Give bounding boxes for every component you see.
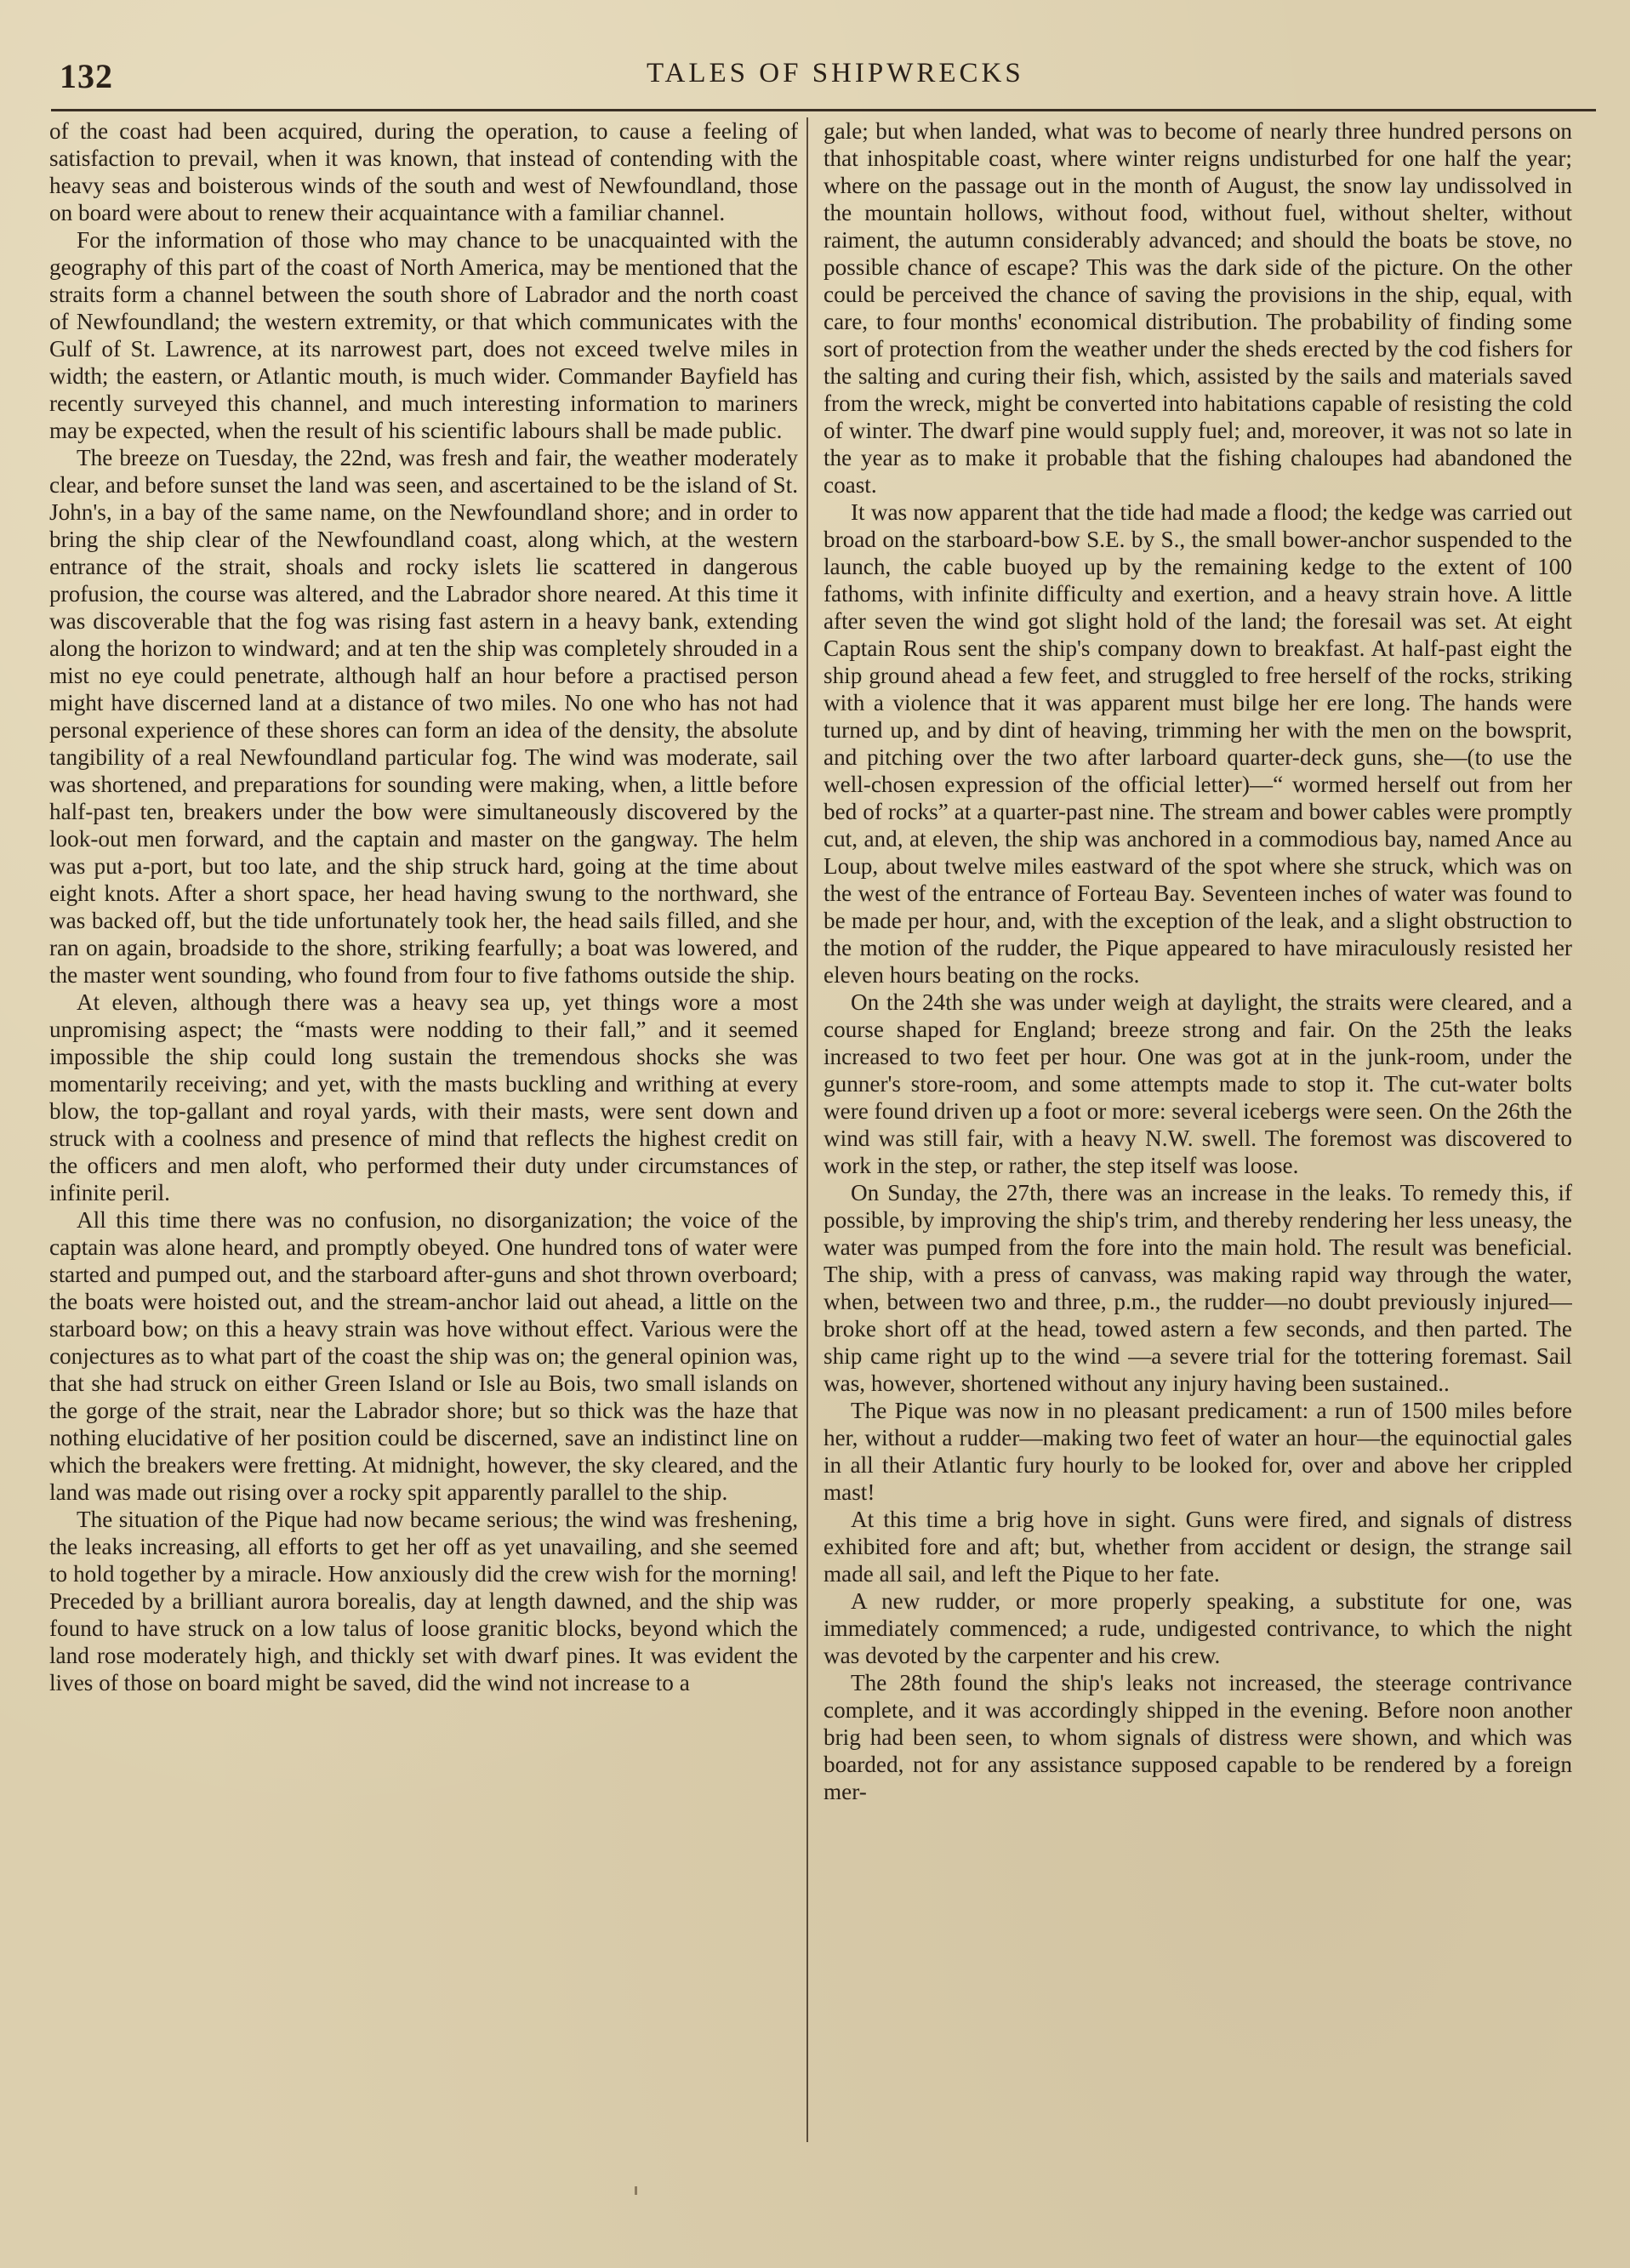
right-column [824, 117, 1572, 2142]
paragraph: On the 24th she was under weigh at daylight, the straits were cleared, and a course shaped for England; breeze strong and fair. On the 25th the leaks increased to two feet per hour. One was got at in the junk-room, under the gunner's store-room, and some attempts made to stop it. The cut-water bolts were found driven up a foot or more: several icebergs were seen. On the 26th the wind was still fair, with a heavy N.W. swell. The foremost was discovered to work in the step, or rather, the step itself was loose. [824, 989, 1572, 1178]
paragraph: All this time there was no confusion, no disorganization; the voice of the captain was alone heard, and promptly obeyed. One hundred tons of water were started and pumped out, and the starboard after-guns and shot thrown overboard; the boats were hoisted out, and the stream-anchor laid out ahead, a little on the starboard bow; on this a heavy strain was hove without effect. Various were the conjectures as to what part of the coast the ship was on; the general opinion was, that she had struck on either Green Island or Isle au Bois, two small islands on the gorge of the strait, near the Labrador shore; but so thick was the haze that nothing elucidative of her position could be discerned, save an indistinct line on which the breakers were fretting. At midnight, however, the sky cleared, and the land was made out rising over a rocky spit apparently parallel to the ship. [49, 1207, 798, 1505]
paragraph: The Pique was now in no pleasant predicament: a run of 1500 miles before her, without a rudder—making two feet of water an hour—the equinoctial gales in all their Atlantic fury hourly to be looked for, over and above her crippled mast! [824, 1398, 1572, 1505]
paragraph: On Sunday, the 27th, there was an increase in the leaks. To remedy this, if possible, by improving the ship's trim, and thereby rendering her less uneasy, the water was pumped from the fore into the main hold. The result was beneficial. The ship, with a press of canvass, was making rapid way through the water, when, between two and three, p.m., the rudder—no doubt previously injured—broke short off at the head, towed astern a few seconds, and then parted. The ship came right up to the wind —a severe trial for the tottering foremast. Sail was, however, shortened without any injury having been sustained.. [824, 1180, 1572, 1396]
header-rule [51, 109, 1596, 111]
paragraph: gale; but when landed, what was to become of nearly three hundred persons on that inhospitable coast, where winter reigns undisturbed for one half the year; where on the passage out in the month of August, the snow lay undissolved in the mountain hollows, without food, without fuel, without shelter, without raiment, the autumn considerably advanced; and should the boats be stove, no possible chance of escape? This was the dark side of the picture. On the other could be perceived the chance of saving the provisions in the ship, equal, with care, to four months' economical distribution. The probability of finding some sort of protection from the weather under the sheds erected by the cod fishers for the salting and curing their fish, which, assisted by the sails and materials saved from the wreck, might be converted into habitations capable of resisting the cold of winter. The dwarf pine would supply fuel; and, moreover, it was not so late in the year as to make it probable that the fishing chaloupes had abandoned the coast. [824, 118, 1572, 498]
paragraph: At eleven, although there was a heavy sea up, yet things wore a most unpromising aspect; the “masts were nodding to their fall,” and it seemed impossible the ship could long sustain the tremendous shocks she was momentarily receiving; and yet, with the masts buckling and writhing at every blow, the top-gallant and royal yards, with their masts, were sent down and struck with a coolness and presence of mind that reflects the highest credit on the officers and men aloft, who performed their duty under circumstances of infinite peril. [49, 989, 798, 1205]
paragraph: At this time a brig hove in sight. Guns were fired, and signals of distress exhibited fore and aft; but, whether from accident or design, the strange sail made all sail, and left the Pique to her fate. [824, 1507, 1572, 1587]
paragraph: of the coast had been acquired, during the operation, to cause a feeling of satisfaction to prevail, when it was known, that instead of contending with the heavy seas and boisterous winds of the south and west of Newfoundland, those on board were about to renew their acquaintance with a familiar channel. [49, 118, 798, 225]
paragraph: The breeze on Tuesday, the 22nd, was fresh and fair, the weather moderately clear, and before sunset the land was seen, and ascertained to be the island of St. John's, in a bay of the same name, on the Newfoundland shore; and in order to bring the ship clear of the Newfoundland coast, along which, at the western entrance of the strait, shoals and rocky islets lie scattered in dangerous profusion, the course was altered, and the Labrador shore neared. At this time it was discoverable that the fog was rising fast astern in a heavy bank, extending along the horizon to windward; and at ten the ship was completely shrouded in a mist no eye could penetrate, although half an hour before a practised person might have discerned land at a distance of two miles. No one who has not had personal experience of these shores can form an idea of the density, the absolute tangibility of a real Newfoundland particular fog. The wind was moderate, sail was shortened, and preparations for sounding were making, when, a little before half-past ten, breakers under the bow were simultaneously discovered by the look-out men forward, and the captain and master on the gangway. The helm was put a-port, but too late, and the ship struck hard, going at the time about eight knots. After a short space, her head having swung to the northward, she was backed off, but the tide unfortunately took her, the head sails filled, and she ran on again, broadside to the shore, striking fearfully; a boat was lowered, and the master went sounding, who found from four to five fathoms outside the ship. [49, 445, 798, 988]
page-mark [635, 2186, 637, 2195]
paragraph: The situation of the Pique had now became serious; the wind was freshening, the leaks increasing, all efforts to get her off as yet unavailing, and she seemed to hold together by a miracle. How anxiously did the crew wish for the morning! Preceded by a brilliant aurora borealis, day at length dawned, and the ship was found to have struck on a low talus of loose granitic blocks, beyond which the land rose moderately high, and thickly set with dwarf pines. It was evident the lives of those on board might be saved, did the wind not increase to a [49, 1507, 798, 1695]
column-divider [806, 117, 808, 2142]
left-column [49, 117, 798, 2142]
page-number: 132 [60, 57, 113, 95]
paragraph: A new rudder, or more properly speaking, a substitute for one, was immediately commenced; a rude, undigested contrivance, to which the night was devoted by the carpenter and his crew. [824, 1588, 1572, 1668]
paragraph: For the information of those who may chance to be unacquainted with the geography of this part of the coast of North America, may be mentioned that the straits form a channel between the south shore of Labrador and the north coast of Newfoundland; the western extremity, or that which communicates with the Gulf of St. Lawrence, at its narrowest part, does not exceed twelve miles in width; the eastern, or Atlantic mouth, is much wider. Commander Bayfield has recently surveyed this channel, and much interesting information to mariners may be expected, when the result of his scientific labours shall be made public. [49, 227, 798, 443]
paragraph: It was now apparent that the tide had made a flood; the kedge was carried out broad on the starboard-bow S.E. by S., the small bower-anchor suspended to the launch, the cable buoyed up by the remaining kedge to the extent of 100 fathoms, with infinite difficulty and exertion, and a heavy strain hove. A little after seven the wind got slight hold of the land; the foresail was set. At eight Captain Rous sent the ship's company down to breakfast. At half-past eight the ship ground ahead a few feet, and struggled to free herself of the rocks, striking with a violence that it was apparent must bilge her ere long. The hands were turned up, and by dint of heaving, trimming her with the men on the bowsprit, and pitching over the two after larboard quarter-deck guns, she—(to use the well-chosen expression of the official letter)—“ wormed herself out from her bed of rocks” at a quarter-past nine. The stream and bower cables were promptly cut, and, at eleven, the ship was anchored in a commodious bay, named Ance au Loup, about twelve miles eastward of the spot where she struck, which was on the west of the entrance of Forteau Bay. Seventeen inches of water was found to be made per hour, and, with the exception of the leak, and a slight obstruction to the motion of the rudder, the Pique appeared to have miraculously resisted her eleven hours beating on the rocks. [824, 499, 1572, 988]
page-header [51, 48, 1599, 99]
running-title: TALES OF SHIPWRECKS [647, 58, 1024, 88]
paragraph: The 28th found the ship's leaks not increased, the steerage contrivance complete, and it was accordingly shipped in the evening. Before noon another brig had been seen, to whom signals of distress were shown, and which was boarded, not for any assistance supposed capable to be rendered by a foreign mer- [824, 1670, 1572, 1804]
